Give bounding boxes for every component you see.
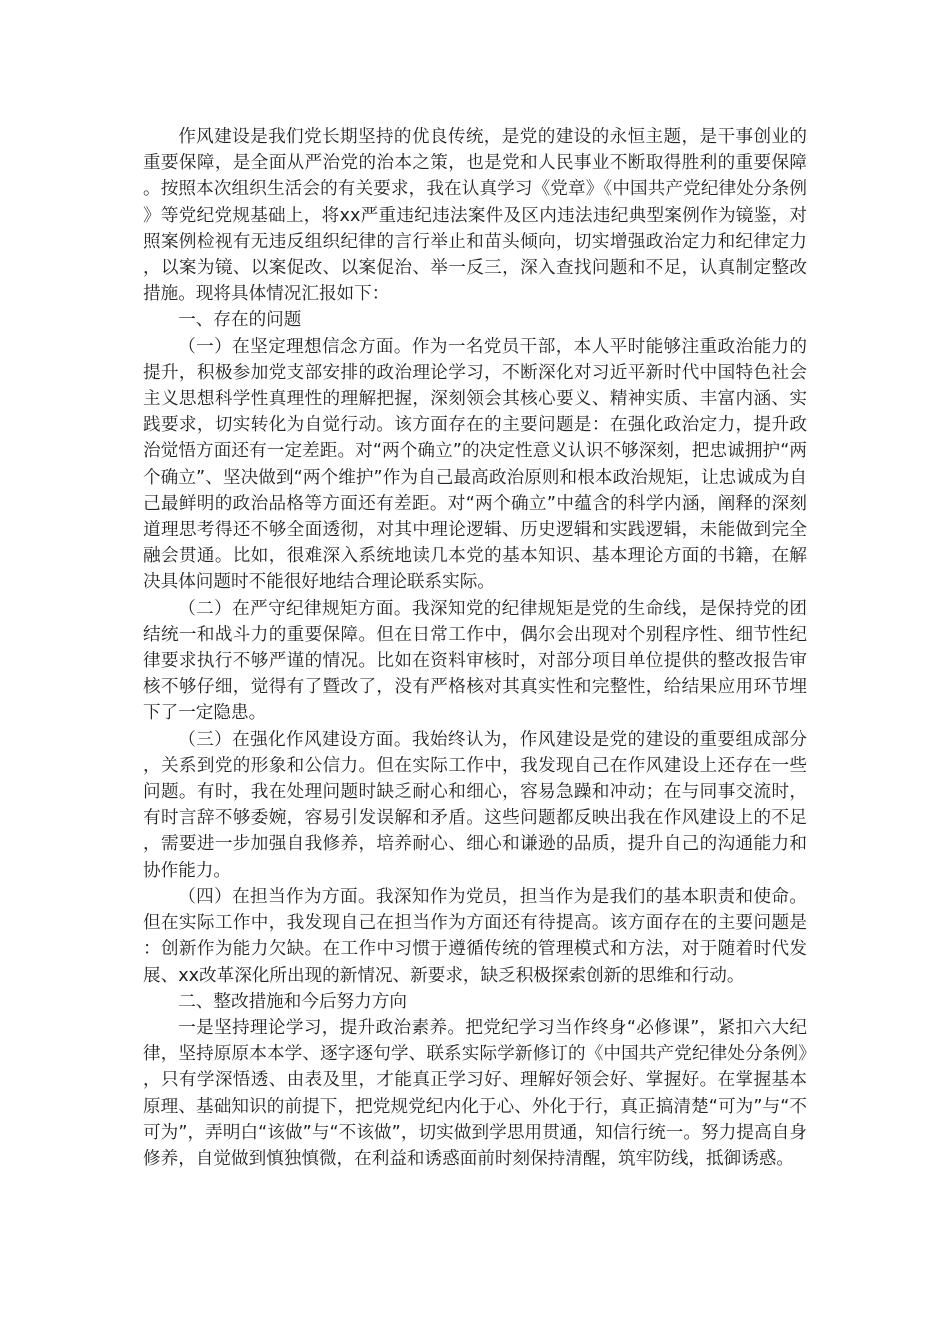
section-heading-measures: 二、整改措施和今后努力方向 [178, 991, 407, 1012]
document-page [143, 124, 807, 1172]
section-heading-problems: 一、存在的问题 [178, 310, 302, 331]
paragraph-ideals-beliefs: （一）在坚定理想信念方面。作为一名党员干部，本人平时能够注重政治能力的提升，积极参加党支部安排的政治理论学习，不断深化对习近平新时代中国特色社会主义思想科学性真理性的理解把握，深刻领会其核心要义、精神实质、丰富内涵、实践要求，切实转化为自觉行动。该方面存在的主要问题是：在强化政治定力，提升政治觉悟方面还有一定差距。对“两个确立”的决定性意义认识不够深刻，把忠诚拥护“两个确立”、坚决做到“两个维护”作为自己最高政治原则和根本政治规矩，让忠诚成为自己最鲜明的政治品格等方面还有差距。对“两个确立”中蕴含的科学内涵，阐释的深刻道理思考得还不够全面透彻，对其中理论逻辑、历史逻辑和实践逻辑，未能做到完全融会贯通。比如，很难深入系统地读几本党的基本知识、基本理论方面的书籍，在解决具体问题时不能很好地结合理论联系实际。 [143, 336, 807, 593]
paragraph-discipline-rules: （二）在严守纪律规矩方面。我深知党的纪律规矩是党的生命线，是保持党的团结统一和战斗力的重要保障。但在日常工作中，偶尔会出现对个别程序性、细节性纪律要求执行不够严谨的情况。比如在资料审核时，对部分项目单位提供的整改报告审核不够仔细，觉得有了暨改了，没有严格核对其真实性和完整性，给结果应用环节埋下了一定隐患。 [143, 598, 807, 724]
intro-paragraph: 作风建设是我们党长期坚持的优良传统，是党的建设的永恒主题，是干事创业的重要保障，是全面从严治党的治本之策，也是党和人民事业不断取得胜利的重要保障。按照本次组织生活会的有关要求，我在认真学习《党章》《中国共产党纪律处分条例》等党纪党规基础上，将xx严重违纪违法案件及区内违法违纪典型案例作为镜鉴，对照案例检视有无违反组织纪律的言行举止和苗头倾向，切实增强政治定力和纪律定力，以案为镜、以案促改、以案促治、举一反三，深入查找问题和不足，认真制定整改措施。现将具体情况汇报如下： [143, 127, 807, 305]
paragraph-theory-study: 一是坚持理论学习，提升政治素养。把党纪学习当作终身“必修课”，紧扣六大纪律，坚持原原本本学、逐字逐句学、联系实际学新修订的《中国共产党纪律处分条例》，只有学深悟透、由表及里，才能真正学习好、理解好领会好、掌握好。在掌握基本原理、基础知识的前提下，把党规党纪内化于心、外化于行，真正搞清楚“可为”与“不可为”，弄明白“该做”与“不该做”，切实做到学思用贯通，知信行统一。努力提高自身修养，自觉做到慎独慎微，在利益和诱惑面前时刻保持清醒，筑牢防线，抵御诱惑。 [143, 1017, 807, 1169]
paragraph-work-style: （三）在强化作风建设方面。我始终认为，作风建设是党的建设的重要组成部分，关系到党的形象和公信力。但在实际工作中，我发现自己在作风建设上还存在一些问题。有时，我在处理问题时缺乏耐心和细心，容易急躁和冲动；在与同事交流时，有时言辞不够委婉，容易引发误解和矛盾。这些问题都反映出我在作风建设上的不足，需要进一步加强自我修养，培养耐心、细心和谦逊的品质，提升自己的沟通能力和协作能力。 [143, 729, 807, 881]
paragraph-responsibility: （四）在担当作为方面。我深知作为党员，担当作为是我们的基本职责和使命。但在实际工作中，我发现自己在担当作为方面还有待提高。该方面存在的主要问题是：创新作为能力欠缺。在工作中习惯于遵循传统的管理模式和方法，对于随着时代发展、xx改革深化所出现的新情况、新要求，缺乏积极探索创新的思维和行动。 [143, 886, 807, 986]
